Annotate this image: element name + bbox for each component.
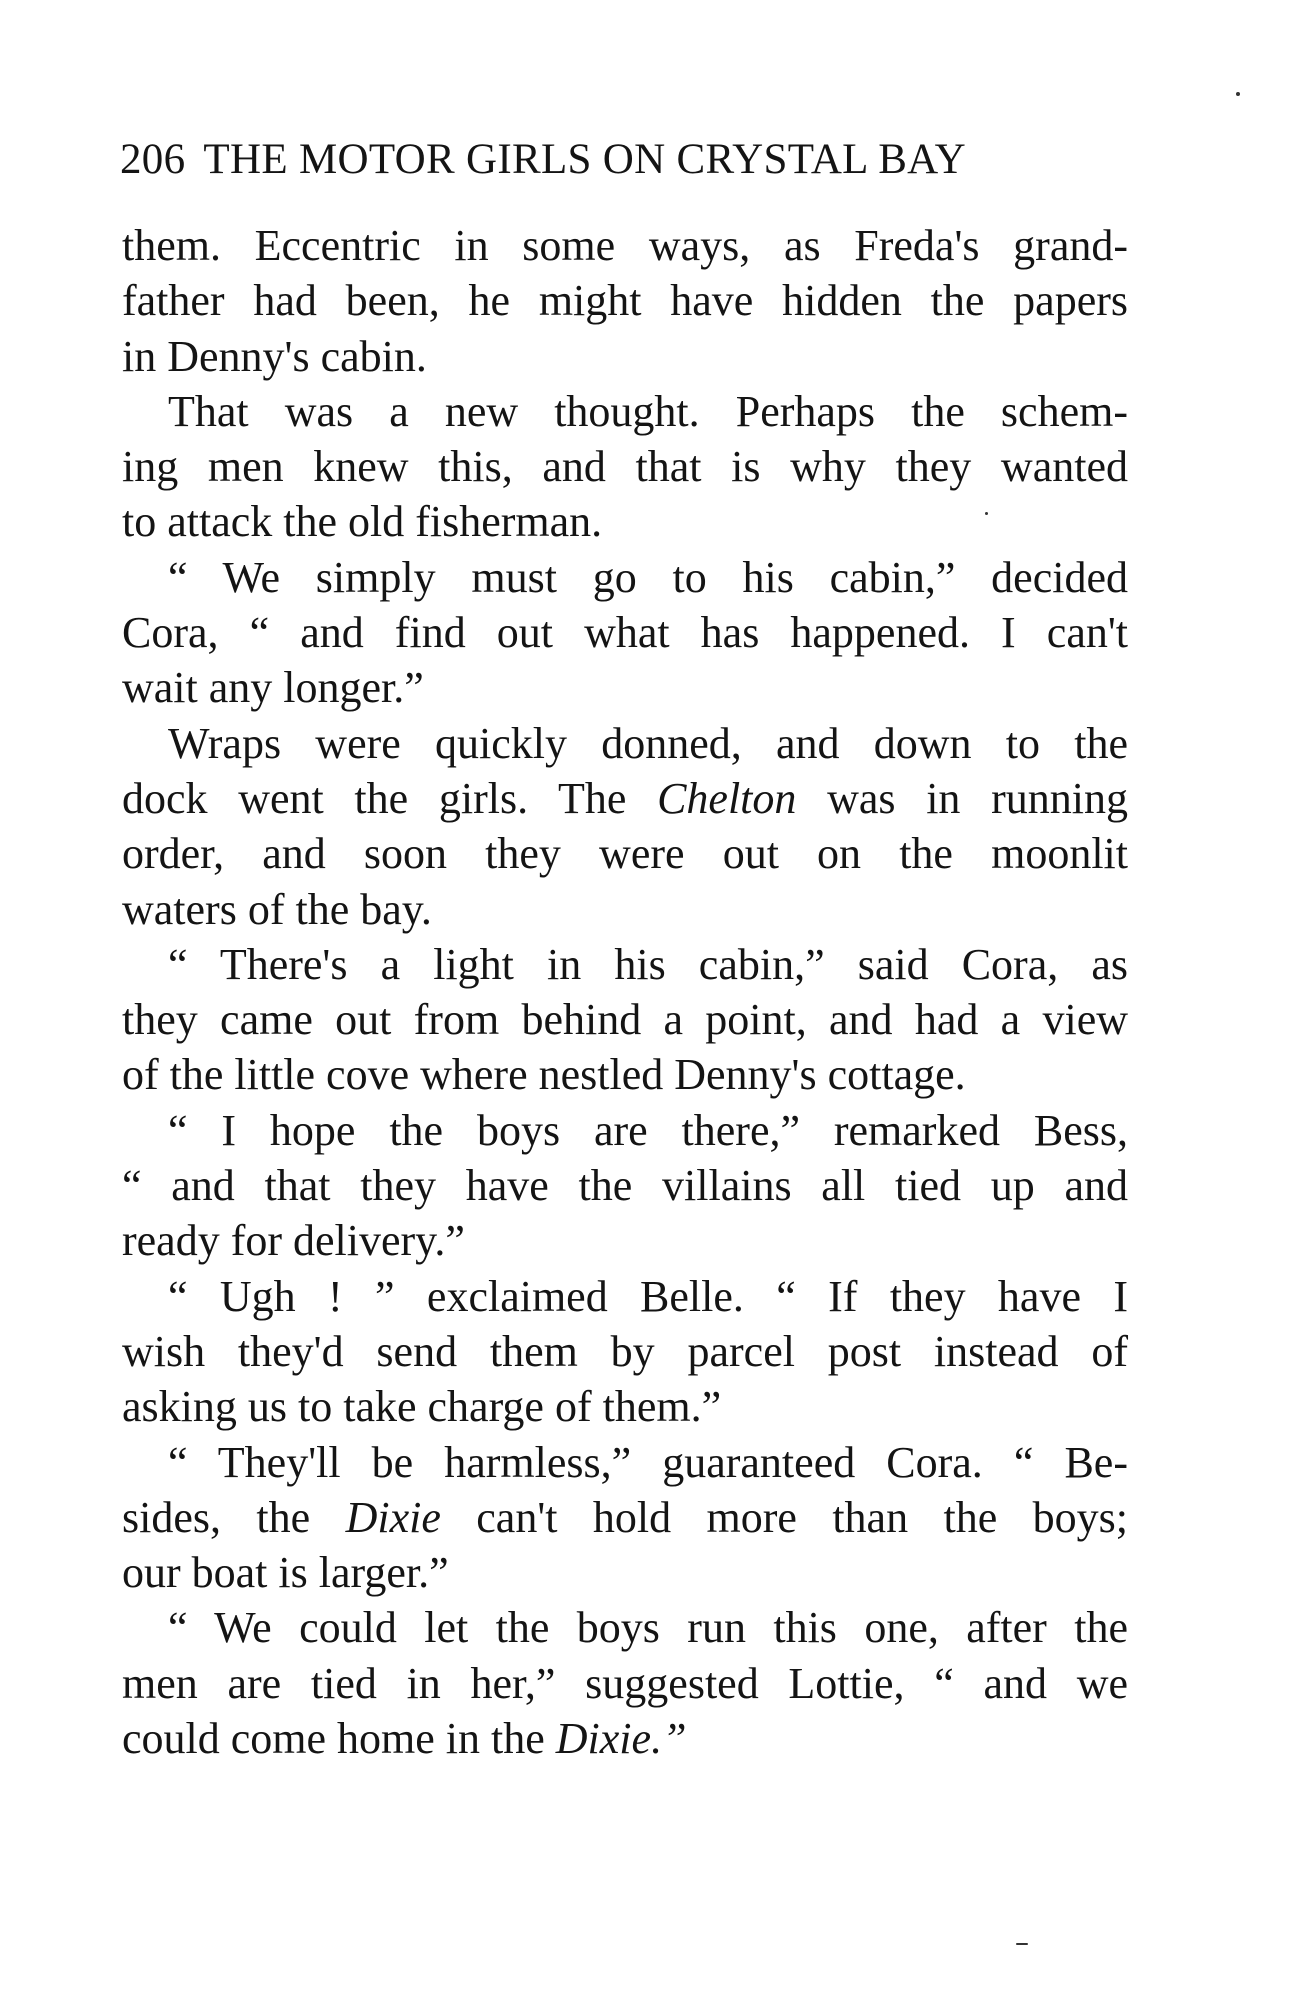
text-line: ready for delivery.” (122, 1216, 465, 1266)
text-line: Wraps were quickly donned, and down to the (168, 718, 1128, 768)
text-line: could come home in the Dixie.” (122, 1714, 687, 1764)
text-line: Cora, “ and find out what has happened. I can't (122, 608, 1128, 658)
text-line: wait any longer.” (122, 663, 424, 713)
text-line: they came out from behind a point, and had a view (122, 995, 1128, 1045)
text-line: men are tied in her,” suggested Lottie, “ and we (122, 1658, 1128, 1708)
text-line: “ Ugh ! ” exclaimed Belle. “ If they have I (168, 1271, 1128, 1321)
page-number: 206 (120, 136, 186, 183)
text-line: them. Eccentric in some ways, as Freda's grand- (122, 221, 1128, 270)
text-line: our boat is larger.” (122, 1548, 449, 1598)
text-line: wish they'd send them by parcel post instead of (122, 1326, 1128, 1376)
text-line: “ We simply must go to his cabin,” decided (168, 552, 1128, 602)
scan-speck (985, 512, 988, 515)
text-line: waters of the bay. (122, 884, 432, 934)
text-line: “ and that they have the villains all tied up and (122, 1161, 1128, 1211)
running-head (120, 132, 1130, 188)
text-line: to attack the old fisherman. (122, 497, 603, 547)
text-line: order, and soon they were out on the moonlit (122, 829, 1128, 879)
text-line: in Denny's cabin. (122, 331, 427, 381)
text-line: of the little cove where nestled Denny's cottage. (122, 1050, 966, 1100)
text-line: “ They'll be harmless,” guaranteed Cora. “ Be- (168, 1437, 1128, 1487)
scan-speck (1236, 92, 1240, 96)
text-line: ing men knew this, and that is why they wanted (122, 442, 1128, 492)
text-line: father had been, he might have hidden the papers (122, 276, 1128, 326)
body-text (122, 218, 1128, 1766)
text-line: “ We could let the boys run this one, after the (168, 1603, 1128, 1653)
text-line: “ I hope the boys are there,” remarked Bess, (168, 1105, 1128, 1155)
scan-speck (1016, 1943, 1028, 1945)
text-line: asking us to take charge of them.” (122, 1382, 722, 1432)
text-line: That was a new thought. Perhaps the schem- (168, 386, 1128, 436)
text-line: dock went the girls. The Chelton was in running (122, 773, 1128, 823)
running-title: THE MOTOR GIRLS ON CRYSTAL BAY (203, 136, 966, 183)
text-line: sides, the Dixie can't hold more than the boys; (122, 1492, 1128, 1542)
text-line: “ There's a light in his cabin,” said Cora, as (168, 939, 1128, 989)
